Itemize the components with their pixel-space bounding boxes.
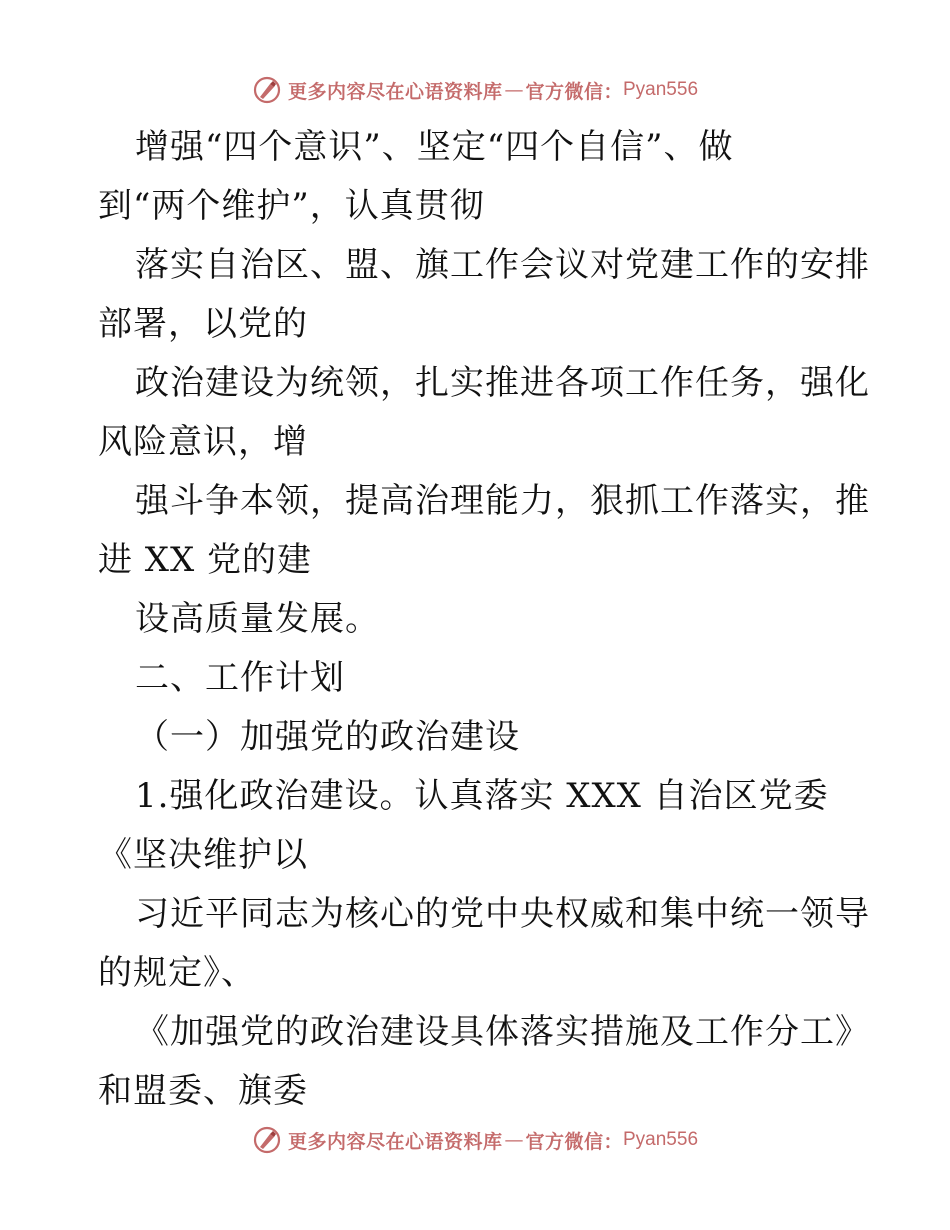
document-body: [98, 118, 870, 1121]
text-line: 落实自治区、盟、旗工作会议对党建工作的安排: [135, 245, 870, 285]
text-line: 1.强化政治建设。认真落实 XXX 自治区党委: [135, 776, 829, 816]
watermark-label: 官方微信：: [525, 1130, 623, 1153]
text-line: 《坚决维护以: [98, 835, 308, 875]
text-line: 《加强党的政治建设具体落实措施及工作分工》: [135, 1012, 870, 1052]
text-line: 设高质量发展。: [135, 599, 380, 639]
watermark-text: 更多内容尽在心语资料库: [287, 80, 503, 103]
text-line: 部署，以党的: [98, 304, 308, 344]
text-line: 和盟委、旗委: [98, 1071, 308, 1111]
header-watermark: [0, 70, 950, 110]
text-line: 二、工作计划: [135, 658, 345, 698]
text-line: （一）加强党的政治建设: [135, 717, 520, 757]
pen-nib-logo-icon: [252, 75, 282, 105]
text-line: 的规定》、: [98, 953, 256, 993]
text-line: 强斗争本领，提高治理能力，狠抓工作落实，推: [135, 481, 870, 521]
watermark-dash: —: [504, 79, 524, 101]
text-line: 进 XX 党的建: [98, 540, 313, 580]
pen-nib-logo-icon: [252, 1125, 282, 1155]
watermark-dash: —: [504, 1129, 524, 1151]
text-line: 到“两个维护”，认真贯彻: [98, 186, 485, 226]
watermark-label: 官方微信：: [525, 80, 623, 103]
watermark-text: 更多内容尽在心语资料库: [287, 1130, 503, 1153]
text-line: 增强“四个意识”、坚定“四个自信”、做: [135, 127, 734, 167]
footer-watermark: [0, 1120, 950, 1160]
text-line: 政治建设为统领，扎实推进各项工作任务，强化: [135, 363, 870, 403]
text-line: 风险意识，增: [98, 422, 308, 462]
watermark-id: Pyan556: [623, 1129, 699, 1150]
text-line: 习近平同志为核心的党中央权威和集中统一领导: [135, 894, 870, 934]
watermark-id: Pyan556: [623, 79, 699, 100]
